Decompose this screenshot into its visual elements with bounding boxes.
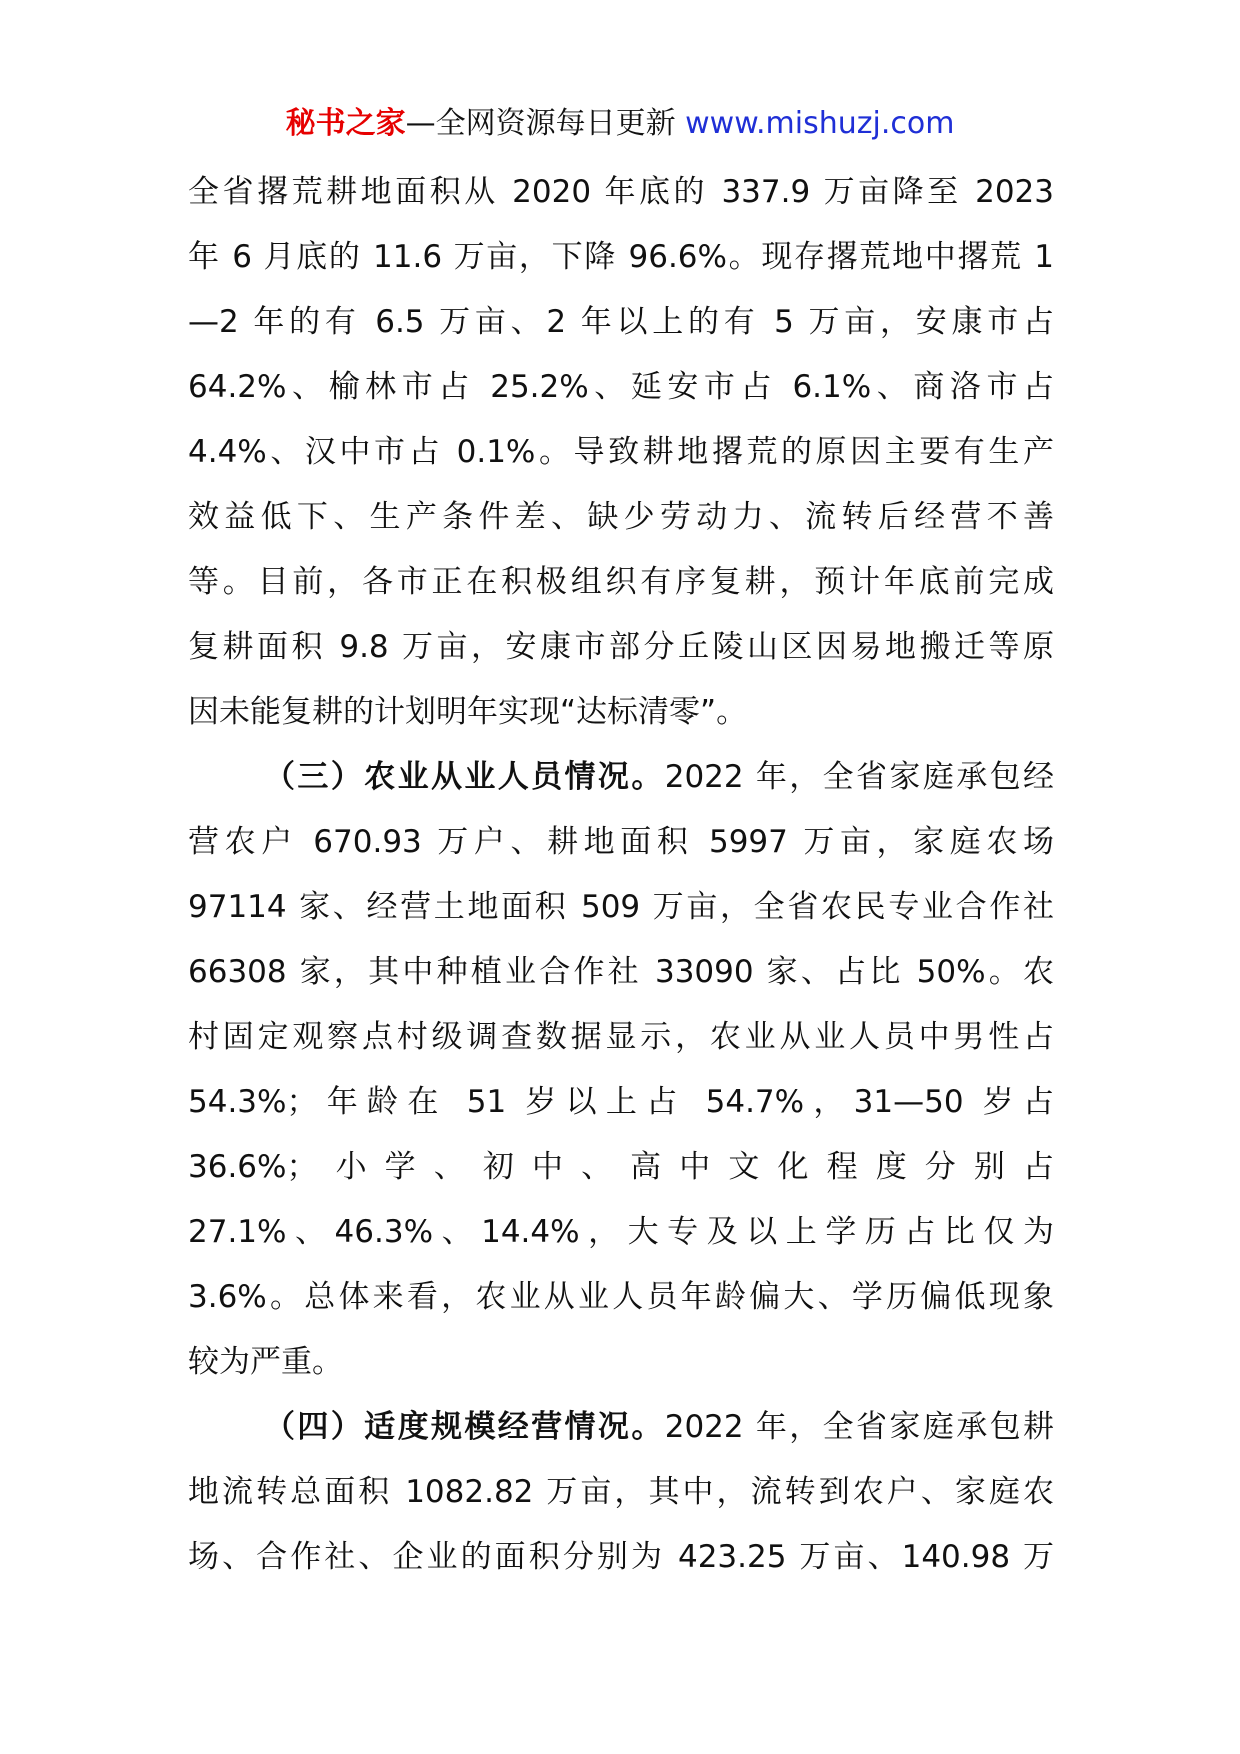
line-text: 27.1%、46.3%、14.4%，大专及以上学历占比仅为	[188, 1214, 1054, 1250]
line-text: 2022 年，全省家庭承包耕	[664, 1409, 1054, 1445]
line-text: 地流转总面积 1082.82 万亩，其中，流转到农户、家庭农	[188, 1474, 1054, 1510]
section-heading: （四）适度规模经营情况。	[264, 1409, 665, 1445]
brand-name: 秘书之家	[285, 106, 406, 141]
text-line	[188, 745, 1054, 810]
text-line	[188, 485, 1054, 550]
text-line	[188, 615, 1054, 680]
line-text: 场、合作社、企业的面积分别为 423.25 万亩、140.98 万	[188, 1539, 1054, 1575]
header-slogan: —全网资源每日更新	[405, 106, 676, 141]
line-text: 2022 年，全省家庭承包经	[664, 759, 1054, 795]
text-line	[188, 160, 1054, 225]
document-body	[188, 160, 1054, 1590]
text-line	[188, 1265, 1054, 1330]
line-text: 年 6 月底的 11.6 万亩，下降 96.6%。现存撂荒地中撂荒 1	[188, 239, 1054, 275]
section-heading: （三）农业从业人员情况。	[264, 759, 665, 795]
text-line	[188, 1070, 1054, 1135]
line-text: 全省撂荒耕地面积从 2020 年底的 337.9 万亩降至 2023	[188, 174, 1054, 210]
line-text: 97114 家、经营土地面积 509 万亩，全省农民专业合作社	[188, 889, 1054, 925]
text-line	[188, 1395, 1054, 1460]
line-text: 36.6%；小学、初中、高中文化程度分别占	[188, 1149, 1054, 1185]
text-line	[188, 1005, 1054, 1070]
line-text: 村固定观察点村级调查数据显示，农业从业人员中男性占	[188, 1019, 1054, 1055]
text-line	[188, 875, 1054, 940]
line-text: —2 年的有 6.5 万亩、2 年以上的有 5 万亩，安康市占	[188, 304, 1054, 340]
text-line	[188, 225, 1054, 290]
site-header	[0, 102, 1240, 146]
text-line	[188, 355, 1054, 420]
text-line	[188, 1460, 1054, 1525]
line-text: 4.4%、汉中市占 0.1%。导致耕地撂荒的原因主要有生产	[188, 434, 1054, 470]
line-text: 因未能复耕的计划明年实现“达标清零”。	[188, 694, 748, 730]
site-url[interactable]: www.mishuzj.com	[685, 106, 955, 141]
text-line	[188, 1200, 1054, 1265]
text-line	[188, 810, 1054, 875]
line-text: 复耕面积 9.8 万亩，安康市部分丘陵山区因易地搬迁等原	[188, 629, 1054, 665]
line-text: 较为严重。	[188, 1344, 343, 1380]
line-text: 54.3%；年龄在 51 岁以上占 54.7%，31—50 岁占	[188, 1084, 1054, 1120]
line-text: 等。目前，各市正在积极组织有序复耕，预计年底前完成	[188, 564, 1054, 600]
text-line	[188, 1525, 1054, 1590]
line-text: 营农户 670.93 万户、耕地面积 5997 万亩，家庭农场	[188, 824, 1054, 860]
text-line	[188, 1135, 1054, 1200]
text-line	[188, 290, 1054, 355]
line-text: 效益低下、生产条件差、缺少劳动力、流转后经营不善	[188, 499, 1054, 535]
text-line	[188, 1330, 1054, 1395]
line-text: 66308 家，其中种植业合作社 33090 家、占比 50%。农	[188, 954, 1054, 990]
line-text: 64.2%、榆林市占 25.2%、延安市占 6.1%、商洛市占	[188, 369, 1054, 405]
text-line	[188, 940, 1054, 1005]
text-line	[188, 550, 1054, 615]
text-line	[188, 680, 1054, 745]
text-line	[188, 420, 1054, 485]
line-text: 3.6%。总体来看，农业从业人员年龄偏大、学历偏低现象	[188, 1279, 1054, 1315]
